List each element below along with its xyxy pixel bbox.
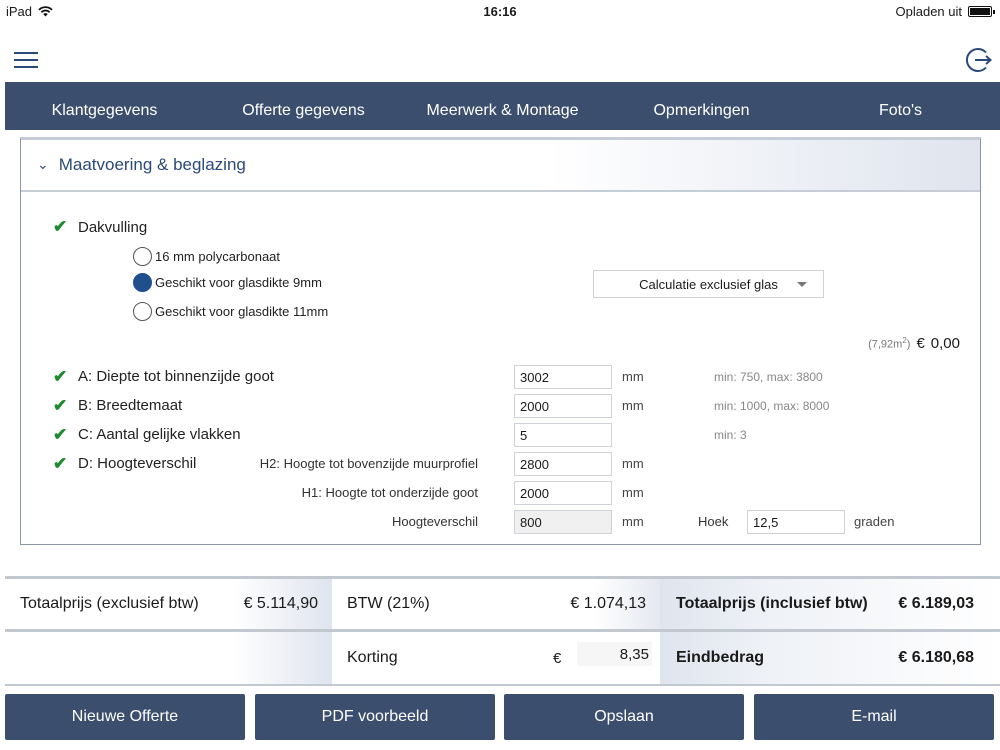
total-excl-value: € 5.114,90 bbox=[243, 595, 318, 612]
btw-value: € 1.074,13 bbox=[570, 595, 646, 612]
total-excl-label: Totaalprijs (exclusief btw) bbox=[20, 595, 199, 612]
total-incl-cell bbox=[660, 579, 1000, 629]
battery-fill bbox=[970, 8, 990, 15]
empty-cell bbox=[5, 632, 332, 684]
logout-icon[interactable] bbox=[966, 46, 994, 74]
new-quote-button[interactable]: Nieuwe Offerte bbox=[5, 694, 245, 740]
korting-label: Korting bbox=[347, 649, 398, 666]
device-name: iPad bbox=[6, 4, 33, 19]
radio-option-glas-9mm[interactable] bbox=[133, 273, 322, 292]
unit-mm: mm bbox=[622, 398, 644, 413]
row-a-hint: min: 750, max: 3800 bbox=[714, 370, 823, 384]
radio-button[interactable] bbox=[133, 247, 152, 266]
unit-mm: mm bbox=[622, 369, 644, 384]
total-incl-label: Totaalprijs (inclusief btw) bbox=[676, 595, 868, 612]
charging-status: Opladen uit bbox=[895, 4, 962, 19]
tab-fotos[interactable]: Foto's bbox=[878, 102, 923, 119]
unit-graden: graden bbox=[854, 514, 895, 529]
check-icon: ✔ bbox=[53, 217, 68, 236]
hoek-label: Hoek bbox=[698, 514, 729, 529]
row-d-label: D: Hoogteverschil bbox=[78, 455, 197, 472]
h2-input[interactable]: 2800 bbox=[514, 452, 612, 476]
vlakken-input[interactable]: 5 bbox=[514, 423, 612, 447]
check-icon: ✔ bbox=[53, 396, 68, 415]
panel-title: Maatvoering & beglazing bbox=[58, 155, 246, 174]
row-c-hint: min: 3 bbox=[714, 428, 747, 442]
radio-label: 16 mm polycarbonaat bbox=[155, 249, 281, 264]
row-c-label: C: Aantal gelijke vlakken bbox=[78, 426, 241, 443]
btw-label: BTW (21%) bbox=[347, 595, 430, 612]
unit-mm: mm bbox=[622, 485, 644, 500]
btw-cell bbox=[332, 579, 660, 629]
h1-input[interactable]: 2000 bbox=[514, 481, 612, 505]
status-right bbox=[896, 4, 993, 19]
radio-label: Geschikt voor glasdikte 9mm bbox=[155, 275, 322, 290]
glass-price bbox=[868, 335, 960, 352]
hamburger-menu-icon[interactable] bbox=[14, 52, 38, 70]
radio-option-glas-11mm[interactable] bbox=[133, 302, 328, 321]
panel-header[interactable] bbox=[21, 140, 980, 192]
hoogteverschil-label: Hoogteverschil bbox=[392, 514, 478, 529]
select-value: Calculatie exclusief glas bbox=[639, 276, 778, 292]
maatvoering-panel bbox=[20, 137, 981, 545]
glass-calculation-select[interactable] bbox=[593, 270, 824, 298]
currency-symbol: € bbox=[916, 335, 925, 352]
total-incl-value: € 6.189,03 bbox=[898, 595, 974, 612]
tab-meerwerk-montage[interactable]: Meerwerk & Montage bbox=[426, 102, 579, 119]
email-button[interactable]: E-mail bbox=[754, 694, 994, 740]
eindbedrag-cell bbox=[660, 632, 1000, 684]
glass-area: $(7,92m^2)$ bbox=[868, 336, 911, 351]
tab-klantgegevens[interactable]: Klantgegevens bbox=[51, 102, 158, 119]
radio-button-selected[interactable] bbox=[133, 273, 152, 292]
divider bbox=[5, 684, 1000, 686]
price-summary bbox=[5, 576, 1000, 686]
check-icon: ✔ bbox=[53, 367, 68, 386]
status-bar bbox=[0, 0, 1000, 22]
row-a-label: A: Diepte tot binnenzijde goot bbox=[78, 368, 274, 385]
korting-currency: € bbox=[553, 649, 562, 667]
dakvulling-label: Dakvulling bbox=[78, 219, 148, 236]
radio-button[interactable] bbox=[133, 302, 152, 321]
diepte-input[interactable]: 3002 bbox=[514, 365, 612, 389]
hoek-input[interactable]: 12,5 bbox=[747, 510, 845, 534]
glass-price-value: 0,00 bbox=[930, 335, 960, 352]
tab-opmerkingen[interactable]: Opmerkingen bbox=[653, 102, 750, 119]
eindbedrag-value: € 6.180,68 bbox=[898, 649, 974, 666]
unit-mm: mm bbox=[622, 456, 644, 471]
tab-offerte-gegevens[interactable]: Offerte gegevens bbox=[242, 102, 365, 119]
chevron-down-icon: ⌄ bbox=[37, 155, 49, 172]
row-b-hint: min: 1000, max: 8000 bbox=[714, 399, 830, 413]
pdf-preview-button[interactable]: PDF voorbeeld bbox=[255, 694, 495, 740]
radio-label: Geschikt voor glasdikte 11mm bbox=[155, 304, 329, 319]
h1-label: H1: Hoogte tot onderzijde goot bbox=[301, 485, 478, 500]
breedtemaat-input[interactable]: 2000 bbox=[514, 394, 612, 418]
radio-option-polycarbonaat[interactable] bbox=[133, 247, 280, 266]
unit-mm: mm bbox=[622, 514, 644, 529]
total-excl-cell bbox=[5, 579, 332, 629]
hoogteverschil-value: 800 bbox=[514, 510, 612, 534]
main-nav bbox=[5, 82, 1000, 130]
row-b-label: B: Breedtemaat bbox=[78, 397, 183, 414]
h2-label: H2: Hoogte tot bovenzijde muurprofiel bbox=[259, 456, 478, 471]
eindbedrag-label: Eindbedrag bbox=[676, 649, 765, 666]
check-icon: ✔ bbox=[53, 454, 68, 473]
battery-icon bbox=[968, 6, 992, 17]
save-button[interactable]: Opslaan bbox=[504, 694, 744, 740]
caret-down-icon bbox=[797, 282, 807, 287]
check-icon: ✔ bbox=[53, 425, 68, 444]
status-time: 16:16 bbox=[483, 4, 517, 19]
korting-input[interactable]: 8,35 bbox=[577, 642, 652, 666]
